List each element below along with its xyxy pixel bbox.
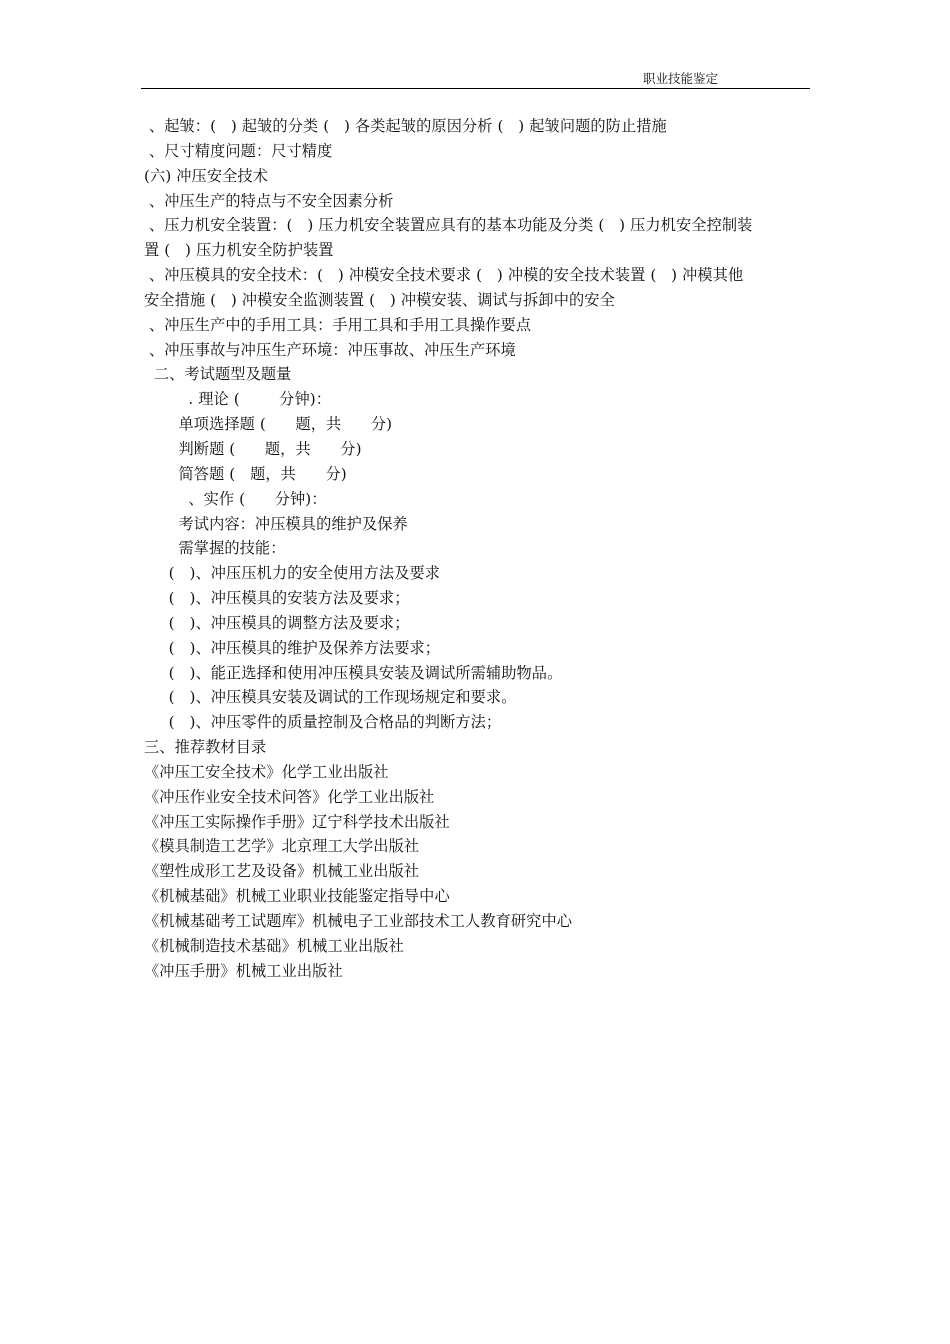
text-line: 、压力机安全装置：( ) 压力机安全装置应具有的基本功能及分类 ( ) 压力机安全控制装: [144, 216, 753, 235]
section-heading: 二、考试题型及题量: [144, 365, 292, 384]
book-item: 《机械制造技术基础》机械工业出版社: [144, 936, 404, 955]
subsection-heading: 、实作 ( 分钟)：: [144, 489, 327, 508]
text-line: 、冲压生产的特点与不安全因素分析: [144, 191, 394, 210]
header-title: 职业技能鉴定: [642, 71, 718, 86]
book-item: 《模具制造工艺学》北京理工大学出版社: [144, 837, 420, 856]
text-line: 单项选择题 ( 题，共 分): [144, 415, 393, 434]
text-line: 简答题 ( 题，共 分): [144, 464, 347, 483]
text-line: 、冲压模具的安全技术：( ) 冲模安全技术要求 ( ) 冲模的安全技术装置 ( ) 冲模其他: [144, 266, 744, 285]
text-line: 安全措施 ( ) 冲模安全监测装置 ( ) 冲模安装、调试与拆卸中的安全: [144, 290, 615, 309]
book-item: 《冲压作业安全技术问答》化学工业出版社: [144, 787, 435, 806]
list-item: ( )、能正选择和使用冲压模具安装及调试所需辅助物品。: [144, 663, 563, 682]
list-item: ( )、冲压压机力的安全使用方法及要求: [144, 564, 441, 583]
book-item: 《机械基础》机械工业职业技能鉴定指导中心: [144, 887, 450, 906]
list-item: ( )、冲压模具安装及调试的工作现场规定和要求。: [144, 688, 517, 707]
text-line: 、冲压生产中的手用工具：手用工具和手用工具操作要点: [144, 315, 532, 334]
book-item: 《机械基础考工试题库》机械电子工业部技术工人教育研究中心: [144, 912, 573, 930]
text-line: 判断题 ( 题，共 分): [144, 439, 362, 458]
list-item: ( )、冲压模具的维护及保养方法要求；: [144, 638, 441, 657]
section-heading: 三、推荐教材目录: [144, 738, 267, 757]
text-line: 、尺寸精度问题：尺寸精度: [144, 141, 333, 160]
section-heading: (六) 冲压安全技术: [144, 166, 268, 185]
page-header: [141, 70, 810, 89]
document-body: [144, 114, 814, 984]
list-item: ( )、冲压模具的安装方法及要求；: [144, 589, 410, 608]
text-line: 考试内容：冲压模具的维护及保养: [144, 514, 408, 533]
book-item: 《冲压工安全技术》化学工业出版社: [144, 762, 389, 781]
list-item: ( )、冲压模具的调整方法及要求；: [144, 613, 410, 632]
text-line: 需掌握的技能：: [144, 539, 286, 558]
text-line: 、冲压事故与冲压生产环境：冲压事故、冲压生产环境: [144, 340, 516, 359]
text-line: 置 ( ) 压力机安全防护装置: [144, 241, 334, 260]
book-item: 《冲压工实际操作手册》辽宁科学技术出版社: [144, 812, 450, 831]
book-item: 《冲压手册》机械工业出版社: [144, 961, 343, 980]
subsection-heading: . 理论 ( 分钟)：: [144, 390, 332, 409]
text-line: 、起皱：( ) 起皱的分类 ( ) 各类起皱的原因分析 ( ) 起皱问题的防止措施: [144, 117, 667, 135]
list-item: ( )、冲压零件的质量控制及合格品的判断方法；: [144, 713, 502, 732]
book-item: 《塑性成形工艺及设备》机械工业出版社: [144, 862, 420, 881]
